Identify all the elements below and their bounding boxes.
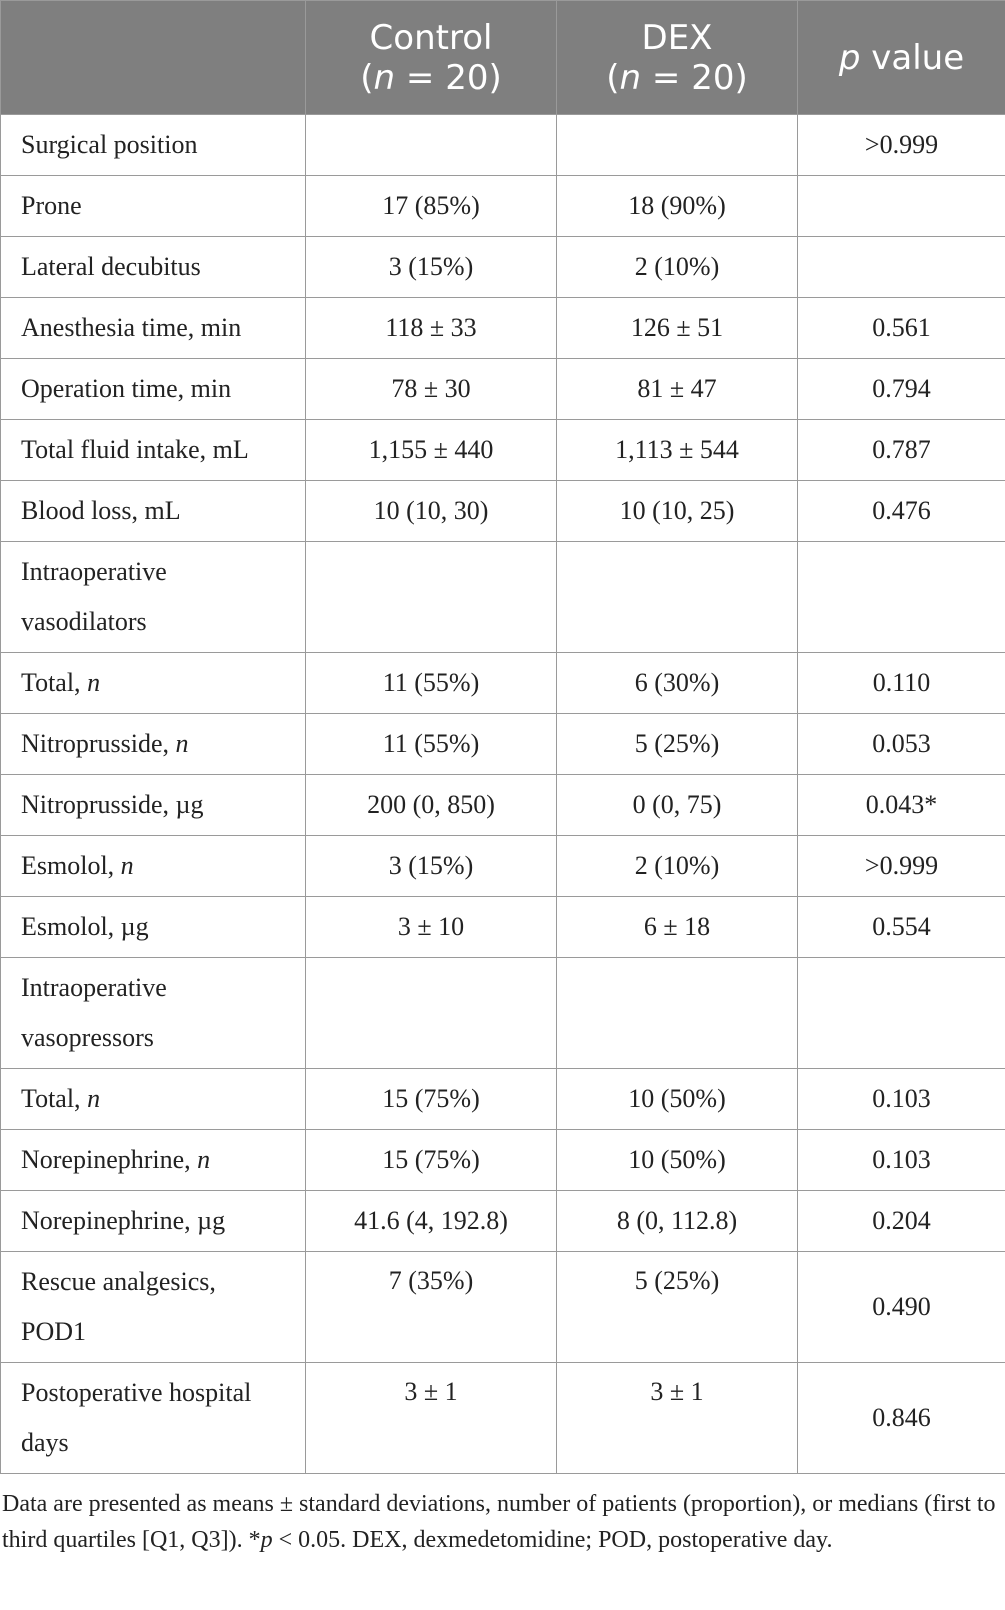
cell-control <box>306 542 557 653</box>
cell-control: 7 (35%) <box>306 1252 557 1363</box>
footnote-text-1: Data are presented as means ± standard deviations, number of patients (proportion), or medians (first to third quartiles [Q1, Q3]). * <box>2 1491 996 1553</box>
row-label: Total, n <box>1 1069 306 1130</box>
cell-dex: 3 ± 1 <box>557 1363 798 1474</box>
header-control-label: Control <box>369 17 493 58</box>
cell-p-value: 0.103 <box>798 1130 1005 1191</box>
cell-dex: 5 (25%) <box>557 1252 798 1363</box>
table-header <box>1 1 1005 115</box>
cell-control: 15 (75%) <box>306 1130 557 1191</box>
cell-control: 200 (0, 850) <box>306 775 557 836</box>
row-label: Lateral decubitus <box>1 237 306 298</box>
cell-p-value: 0.043* <box>798 775 1005 836</box>
cell-dex: 18 (90%) <box>557 176 798 237</box>
cell-control: 78 ± 30 <box>306 359 557 420</box>
cell-p-value: 0.787 <box>798 420 1005 481</box>
row-label: Postoperative hospital days <box>1 1363 306 1474</box>
cell-control: 10 (10, 30) <box>306 481 557 542</box>
cell-control: 3 (15%) <box>306 836 557 897</box>
cell-dex: 8 (0, 112.8) <box>557 1191 798 1252</box>
cell-dex: 81 ± 47 <box>557 359 798 420</box>
row-label: Intraoperative vasodilators <box>1 542 306 653</box>
cell-dex: 126 ± 51 <box>557 298 798 359</box>
header-control <box>306 1 557 115</box>
cell-p-value <box>798 958 1005 1069</box>
row-label: Total fluid intake, mL <box>1 420 306 481</box>
row-label: Norepinephrine, n <box>1 1130 306 1191</box>
cell-p-value: 0.561 <box>798 298 1005 359</box>
cell-p-value: >0.999 <box>798 836 1005 897</box>
footnote-p-var: p <box>260 1527 273 1553</box>
cell-p-value: 0.103 <box>798 1069 1005 1130</box>
footnote-text-2: < 0.05. DEX, dexmedetomidine; POD, postoperative day. <box>272 1527 833 1553</box>
cell-p-value: 0.053 <box>798 714 1005 775</box>
cell-p-value: 0.204 <box>798 1191 1005 1252</box>
cell-control: 15 (75%) <box>306 1069 557 1130</box>
cell-dex: 6 (30%) <box>557 653 798 714</box>
cell-dex: 6 ± 18 <box>557 897 798 958</box>
row-label: Surgical position <box>1 115 306 176</box>
cell-p-value <box>798 176 1005 237</box>
table-row <box>1 775 1005 836</box>
table-row <box>1 836 1005 897</box>
table-footnote <box>0 1474 1005 1558</box>
table-row <box>1 714 1005 775</box>
cell-p-value: >0.999 <box>798 115 1005 176</box>
header-dex <box>557 1 798 115</box>
table-row <box>1 542 1005 653</box>
cell-control <box>306 958 557 1069</box>
cell-dex <box>557 542 798 653</box>
table-row <box>1 1130 1005 1191</box>
table-row <box>1 1252 1005 1363</box>
cell-p-value: 0.554 <box>798 897 1005 958</box>
cell-dex: 2 (10%) <box>557 836 798 897</box>
cell-p-value: 0.476 <box>798 481 1005 542</box>
header-variable <box>1 1 306 115</box>
row-label: Rescue analgesics, POD1 <box>1 1252 306 1363</box>
table-row <box>1 176 1005 237</box>
table-row <box>1 298 1005 359</box>
cell-control <box>306 115 557 176</box>
table-row <box>1 653 1005 714</box>
cell-p-value: 0.110 <box>798 653 1005 714</box>
table-row <box>1 897 1005 958</box>
header-control-n: (n = 20) <box>360 57 502 98</box>
header-dex-n: (n = 20) <box>606 57 748 98</box>
table-body <box>1 115 1005 1474</box>
cell-dex: 5 (25%) <box>557 714 798 775</box>
cell-dex: 0 (0, 75) <box>557 775 798 836</box>
table-row <box>1 958 1005 1069</box>
row-label: Prone <box>1 176 306 237</box>
cell-dex: 10 (50%) <box>557 1069 798 1130</box>
row-label: Intraoperative vasopressors <box>1 958 306 1069</box>
row-label: Operation time, min <box>1 359 306 420</box>
row-label: Norepinephrine, µg <box>1 1191 306 1252</box>
row-label: Anesthesia time, min <box>1 298 306 359</box>
table-row <box>1 420 1005 481</box>
cell-dex: 1,113 ± 544 <box>557 420 798 481</box>
cell-control: 11 (55%) <box>306 653 557 714</box>
row-label: Blood loss, mL <box>1 481 306 542</box>
row-label: Nitroprusside, n <box>1 714 306 775</box>
cell-control: 3 ± 1 <box>306 1363 557 1474</box>
row-label: Nitroprusside, µg <box>1 775 306 836</box>
cell-dex: 10 (50%) <box>557 1130 798 1191</box>
header-dex-label: DEX <box>641 17 713 58</box>
table-row <box>1 1363 1005 1474</box>
table-row <box>1 115 1005 176</box>
cell-control: 41.6 (4, 192.8) <box>306 1191 557 1252</box>
header-p-value: p value <box>798 1 1005 115</box>
cell-control: 3 (15%) <box>306 237 557 298</box>
cell-control: 118 ± 33 <box>306 298 557 359</box>
table-row <box>1 1069 1005 1130</box>
table-row <box>1 359 1005 420</box>
cell-p-value <box>798 237 1005 298</box>
table-row <box>1 1191 1005 1252</box>
cell-p-value <box>798 542 1005 653</box>
header-row <box>1 1 1005 115</box>
cell-control: 3 ± 10 <box>306 897 557 958</box>
cell-control: 11 (55%) <box>306 714 557 775</box>
row-label: Esmolol, µg <box>1 897 306 958</box>
row-label: Esmolol, n <box>1 836 306 897</box>
cell-control: 1,155 ± 440 <box>306 420 557 481</box>
cell-p-value: 0.490 <box>798 1252 1005 1363</box>
cell-dex: 10 (10, 25) <box>557 481 798 542</box>
cell-dex: 2 (10%) <box>557 237 798 298</box>
table-row <box>1 481 1005 542</box>
row-label: Total, n <box>1 653 306 714</box>
cell-control: 17 (85%) <box>306 176 557 237</box>
cell-dex <box>557 115 798 176</box>
table-row <box>1 237 1005 298</box>
cell-p-value: 0.794 <box>798 359 1005 420</box>
cell-dex <box>557 958 798 1069</box>
cell-p-value: 0.846 <box>798 1363 1005 1474</box>
